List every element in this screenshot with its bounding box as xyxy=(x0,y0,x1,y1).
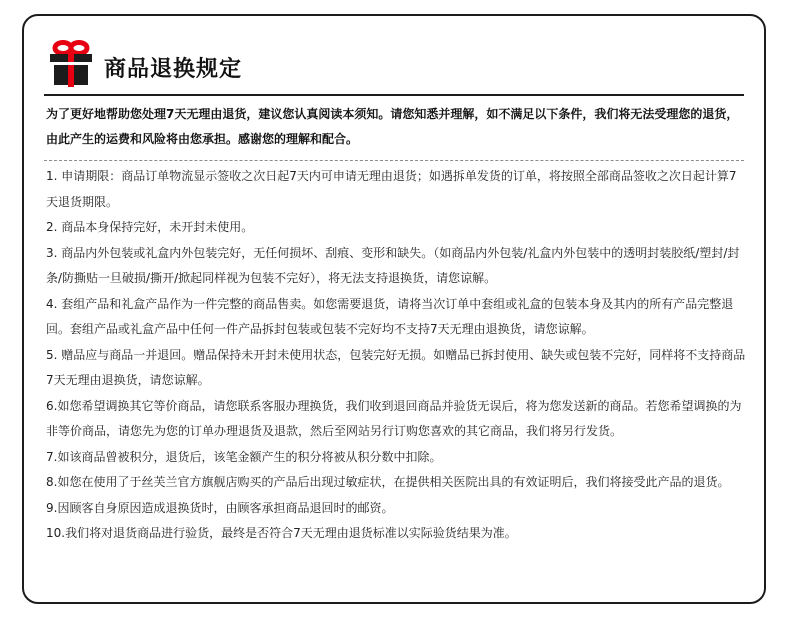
terms-list xyxy=(46,164,746,547)
gift-icon xyxy=(48,39,94,87)
term-item: 8.如您在使用了于丝芙兰官方旗舰店购买的产品后出现过敏症状，在提供相关医院出具的有效证明后，我们将接受此产品的退货。 xyxy=(46,475,730,489)
page-title: 商品退换规定 xyxy=(104,56,243,82)
term-item: 9.因顾客自身原因造成退换货时，由顾客承担商品退回时的邮资。 xyxy=(46,500,394,515)
policy-header xyxy=(48,36,242,90)
term-item: 6.如您希望调换其它等价商品，请您联系客服办理换货，我们收到退回商品并验货无误后，将为您发送新的商品。若您希望调换的为非等价商品，请您先为您的订单办理退货及退款，然后至网站另行订购您喜欢的其它商品，我们将另行发货。 xyxy=(46,398,742,438)
header-divider xyxy=(44,94,744,96)
term-item: 3. 商品内外包装或礼盒内外包装完好，无任何损坏、刮痕、变形和缺失。（如商品内外包装/礼盒内外包装中的透明封装胶纸/塑封/封条/防撕贴一旦破损/撕开/掀起同样视为包装不完好），将无法支持退换货，请您谅解。 xyxy=(46,245,740,285)
term-item: 4. 套组产品和礼盒产品作为一件完整的商品售卖。如您需要退货，请将当次订单中套组或礼盒的包装本身及其内的所有产品完整退回。套组产品或礼盒产品中任何一件产品拆封包装或包装不完好均不支持7天无理由退换货，请您谅解。 xyxy=(46,296,734,336)
term-item: 7.如该商品曾被积分，退货后，该笔金额产生的积分将被从积分数中扣除。 xyxy=(46,449,442,464)
intro-notice: 为了更好地帮助您处理7天无理由退货，建议您认真阅读本须知。请您知悉并理解，如不满足以下条件，我们将无法受理您的退货，由此产生的运费和风险将由您承担。感谢您的理解和配合。 xyxy=(46,107,739,146)
term-item: 2. 商品本身保持完好，未开封未使用。 xyxy=(46,220,254,234)
term-item: 5. 赠品应与商品一并退回。赠品保持未开封未使用状态，包装完好无损。如赠品已拆封使用、缺失或包装不完好，同样将不支持商品7天无理由退换货，请您谅解。 xyxy=(46,347,746,387)
term-item: 10.我们将对退货商品进行验货，最终是否符合7天无理由退货标准以实际验货结果为准。 xyxy=(46,526,517,540)
section-divider xyxy=(44,160,744,161)
return-policy-card xyxy=(22,14,766,604)
term-item: 1. 申请期限：商品订单物流显示签收之次日起7天内可申请无理由退货；如遇拆单发货的订单，将按照全部商品签收之次日起计算7天退货期限。 xyxy=(46,169,737,209)
